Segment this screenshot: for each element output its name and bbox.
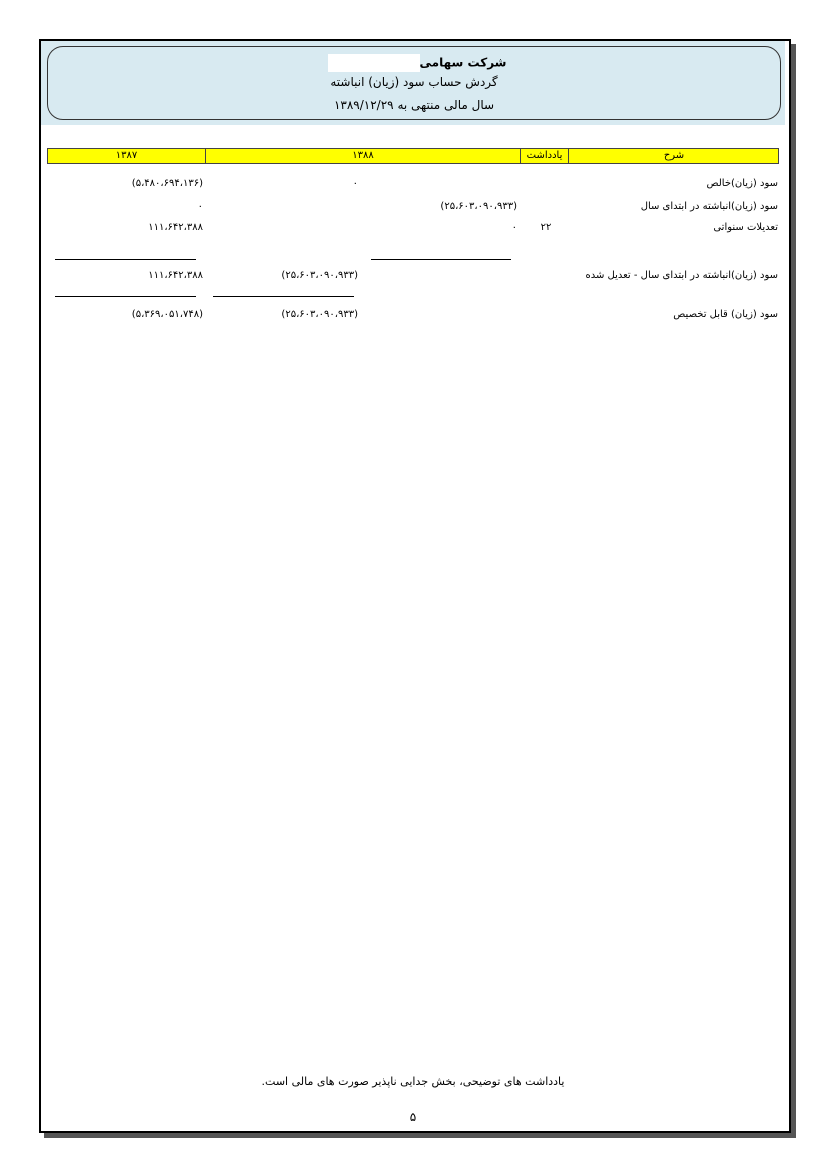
footer-note: یادداشت های توضیحی، بخش جدایی ناپذیر صورت های مالی است.: [261, 1075, 565, 1088]
row-net-profit-1387: (۵،۴۸۰،۶۹۴،۱۳۶): [131, 178, 203, 189]
row-net-profit-1388: ۰: [352, 178, 358, 189]
row-distributable-label: سود (زیان) قابل تخصیص: [673, 309, 778, 320]
page-number: ۵: [409, 1110, 417, 1124]
row-opening-balance-label: سود (زیان)انباشته در ابتدای سال: [640, 201, 778, 212]
column-header-1388: ۱۳۸۸: [205, 149, 520, 163]
row-prior-adjustments-1387: ۱۱۱،۶۴۲،۳۸۸: [148, 222, 203, 233]
row-prior-adjustments-label: تعدیلات سنواتی: [713, 222, 778, 233]
column-header-1387: ۱۳۸۷: [115, 150, 138, 161]
row-adjusted-opening-1388: (۲۵،۶۰۳،۰۹۰،۹۳۳): [281, 270, 358, 281]
row-prior-adjustments-detail: ۰: [511, 222, 517, 233]
row-distributable-1387: (۵،۳۶۹،۰۵۱،۷۴۸): [131, 309, 203, 320]
row-adjusted-opening-1387: ۱۱۱،۶۴۲،۳۸۸: [148, 270, 203, 281]
company-name-redaction: [328, 54, 420, 72]
row-adjusted-opening-label: سود (زیان)انباشته در ابتدای سال - تعدیل شده: [585, 270, 778, 281]
row-net-profit-label: سود (زیان)خالص: [706, 178, 778, 189]
statement-title: گردش حساب سود (زیان) انباشته: [330, 75, 498, 89]
column-header-note: یادداشت: [520, 149, 568, 163]
column-header-row: [47, 148, 779, 164]
total-rule-1387: [55, 296, 196, 297]
column-header-description: شرح: [568, 149, 779, 163]
row-opening-balance-detail: (۲۵،۶۰۳،۰۹۰،۹۳۳): [440, 201, 517, 212]
row-prior-adjustments-note: ۲۲: [540, 222, 552, 233]
company-name: شرکت سهامی: [48, 54, 780, 72]
report-header: [47, 46, 781, 120]
row-distributable-1388: (۲۵،۶۰۳،۰۹۰،۹۳۳): [281, 309, 358, 320]
total-rule-1388: [213, 296, 354, 297]
row-opening-balance-1387: ۰: [197, 201, 203, 212]
subtotal-rule-detail: [371, 259, 511, 260]
fiscal-period: سال مالی منتهی به ۱۳۸۹/۱۲/۲۹: [333, 98, 495, 112]
subtotal-rule-1387: [55, 259, 196, 260]
